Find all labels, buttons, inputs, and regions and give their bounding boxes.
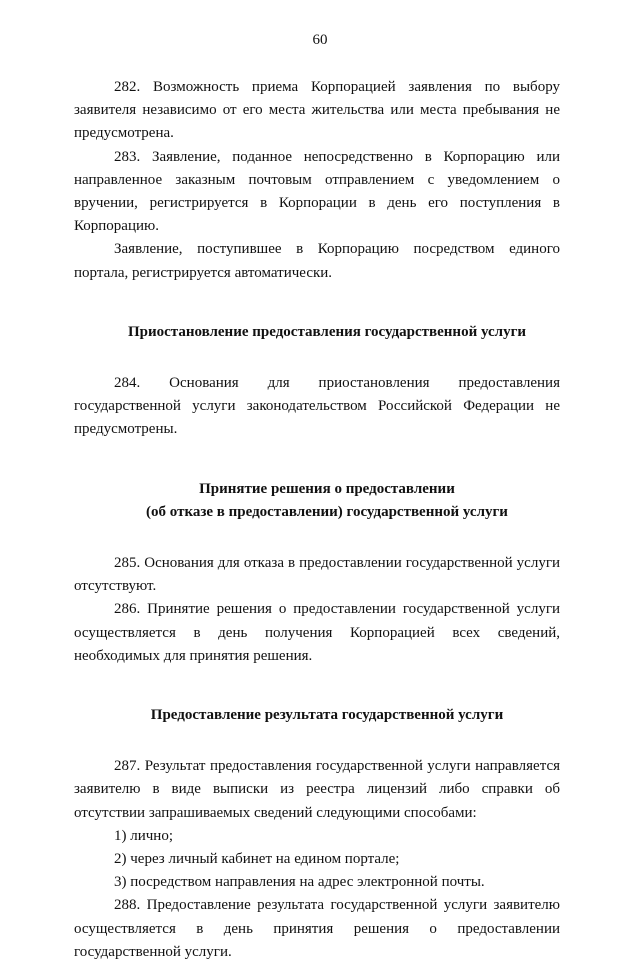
paragraph-285: 285. Основания для отказа в предоставлении государственной услуги отсутствуют. [74, 555, 560, 595]
paragraph-282: 282. Возможность приема Корпорацией заявления по выбору заявителя независимо от его места жительства или места пребывания не предусмотрена. [74, 79, 560, 142]
list-item: 3) посредством направления на адрес электронной почты. [114, 874, 485, 891]
page-number: 60 [312, 32, 328, 48]
paragraph-287: 287. Результат предоставления государственной услуги направляется заявителю в виде выписки из реестра лицензий либо справки об отсутствии запрашиваемых сведений следующими способами: [74, 758, 560, 821]
section-heading-decision [74, 478, 560, 524]
section-heading-result: Предоставление результата государственной услуги [150, 707, 504, 724]
paragraph-288: 288. Предоставление результата государственной услуги заявителю осуществляется в день принятия решения о предоставлении государственной услуги. [74, 897, 560, 960]
section-heading-suspension: Приостановление предоставления государственной услуги [127, 323, 527, 340]
paragraph-283-registration: Заявление, поступившее в Корпорацию посредством единого портала, регистрируется автоматически. [74, 241, 560, 281]
list-item: 2) через личный кабинет на едином портале; [114, 851, 400, 868]
heading-line-1: Принятие решения о предоставлении [199, 480, 455, 497]
paragraph-286: 286. Принятие решения о предоставлении государственной услуги осуществляется в день получения Корпорацией всех сведений, необходимых для принятия решения. [74, 601, 560, 664]
paragraph-283: 283. Заявление, поданное непосредственно в Корпорацию или направленное заказным почтовым отправлением с уведомлением о вручении, регистрируется в Корпорации в день его поступления в Корпорацию. [74, 148, 560, 235]
paragraph-284: 284. Основания для приостановления предоставления государственной услуги законодательством Российской Федерации не предусмотрены. [74, 375, 560, 438]
document-body [74, 76, 560, 964]
list-item: 1) лично; [114, 827, 173, 844]
heading-line-2: (об отказе в предоставлении) государственной услуги [146, 503, 508, 520]
